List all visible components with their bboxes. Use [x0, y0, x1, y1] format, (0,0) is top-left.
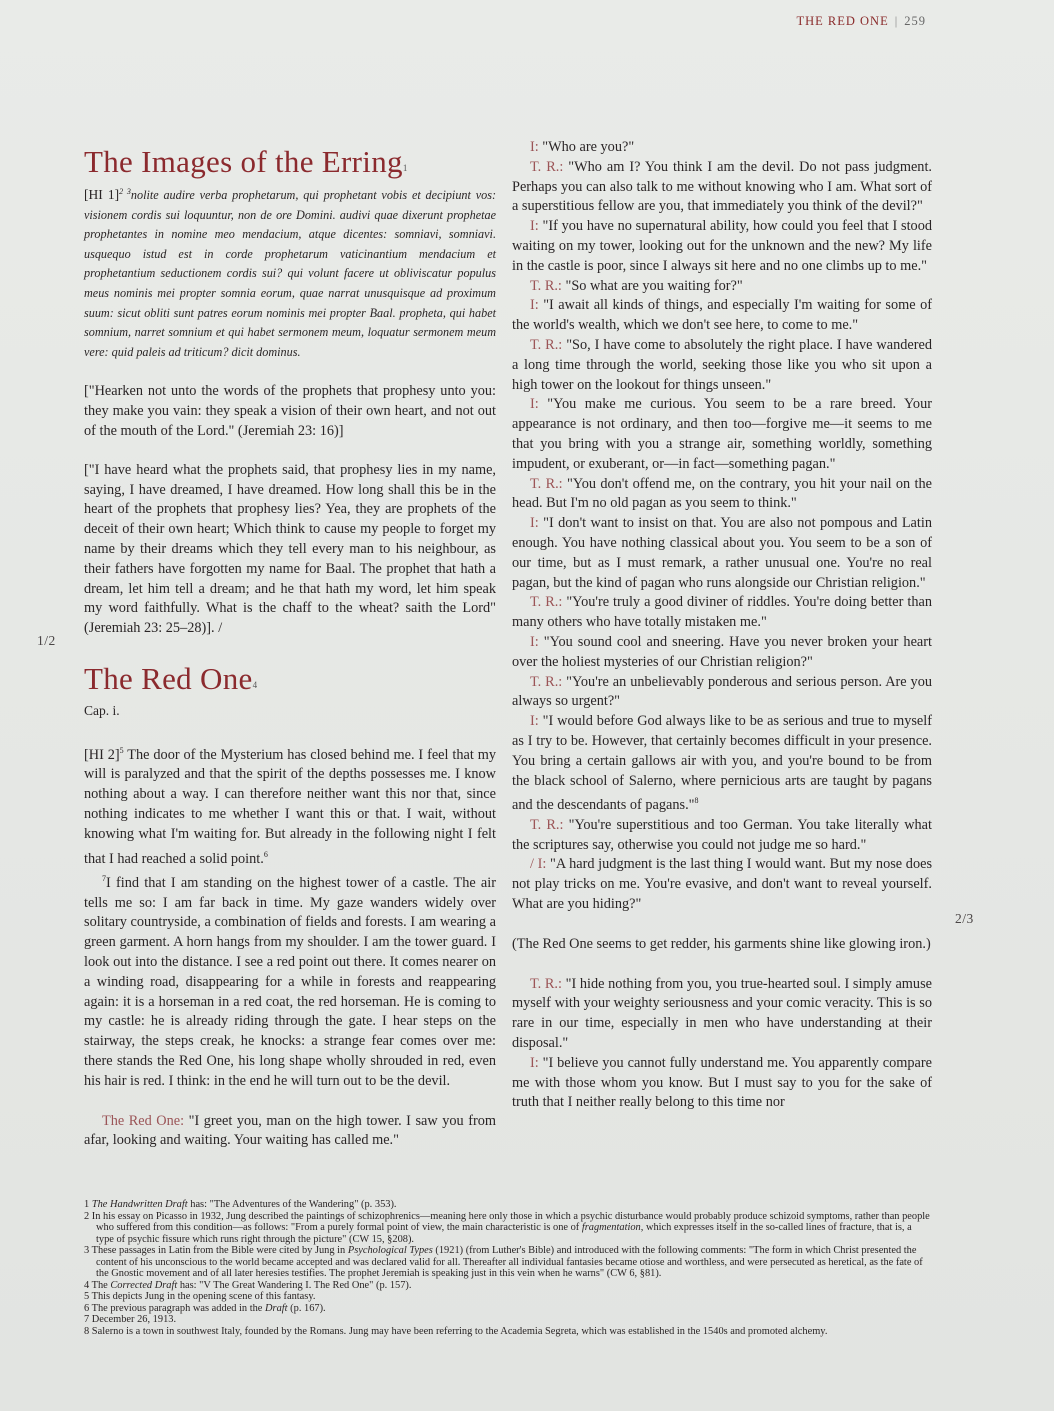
speaker-label: I: [530, 515, 539, 532]
speaker-label: / I: [530, 856, 547, 873]
dialogue-line [512, 336, 932, 395]
dialogue-text: "If you have no supernatural ability, how could you feel that I stood waiting on my tower, looking out for the unknown and the new? My life in the castle is poor, since I always sit here and no one climbs up to me." [512, 218, 932, 274]
margin-note-left: 1/2 [37, 633, 56, 648]
dialogue-line [512, 158, 932, 217]
footnote-part: This depicts Jung in the opening scene of this fantasy. [89, 1291, 316, 1302]
paragraph-mysterium: [HI 2]$^5$ The door of the Mysterium has closed behind me. I feel that my will is paralyzed and that the spirit of the depths possesses me. I know nothing about a way. I can therefore neither want this nor that, since nothing indicates to me whether I want this or that. I wait, without knowing what I'm waiting for. But already in the following night I felt that I had reached a solid point.$^6$ [84, 745, 496, 867]
footnote-part: 7 [84, 1314, 90, 1325]
speaker-label: I: [530, 396, 539, 413]
footnotes [84, 1199, 930, 1337]
stage-direction: (The Red One seems to get redder, his garments shine like glowing iron.) [512, 935, 931, 952]
footnote-part: 8 [84, 1325, 90, 1337]
footnote-5 [84, 1291, 930, 1303]
dialogue-line [512, 277, 932, 297]
dialogue-line [512, 296, 932, 336]
footnote-part: 6 [84, 1302, 90, 1314]
dialogue-text: "A hard judgment is the last thing I would want. But my nose does not play tricks on me. You're evasive, and don't want to reveal yourself. What are you hiding?" [512, 856, 933, 913]
jeremiah-quote-1: ["Hearken not unto the words of the prophets that prophesy unto you: they make you vain: they speak a vision of their own heart, and not out of the mouth of the Lord." (Jeremiah 23: 16)] [84, 383, 496, 439]
paragraph-greeting: The Red One: "I greet you, man on the high tower. I saw you from afar, looking and waiting. Your waiting has called me." [84, 1112, 496, 1149]
speaker-label: I: [530, 297, 539, 314]
dialogue-line [512, 475, 932, 515]
speaker-label: T. R.: [530, 975, 562, 992]
speaker-label: I: [530, 713, 539, 730]
speaker-label: I: [530, 139, 539, 155]
speaker-label: I: [530, 633, 539, 650]
speaker-label: T. R.: [530, 594, 563, 611]
footnote-part: 2 [84, 1210, 90, 1222]
footnote-part: has: "V The Great Wandering I. The Red One" (p. 157). [177, 1279, 412, 1291]
footnote-part: 1 [84, 1199, 90, 1210]
dialogue-text: "I hide nothing from you, you true-hearted soul. I simply amuse myself with your weighty seriousness and your comic veracity. This is so rare in our time, especially in men who have understanding at their disposal." [512, 975, 932, 1052]
footnote-ref-4: 4 [252, 679, 258, 690]
footnote-ref-8: 8 [694, 796, 699, 806]
footnote-ref-7: 7 [102, 874, 106, 884]
dialogue-text: "Who am I? You think I am the devil. Do not pass judgment. Perhaps you can also talk to me without knowing who I am. What sort of a superstitious fellow are you, that immediately you think of the devil?" [512, 158, 933, 215]
dialogue-line [512, 593, 932, 633]
dialogue-line [512, 816, 932, 856]
footnote-part: The Handwritten Draft [91, 1199, 188, 1210]
dialogue-text: "You're an unbelievably ponderous and serious person. Are you always so urgent?" [512, 673, 933, 710]
speaker-label: I: [530, 218, 539, 235]
dialogue-text: "So what are you waiting for?" [561, 277, 743, 294]
dialogue-line [512, 673, 932, 713]
footnote-part: Salerno is a town in southwest Italy, founded by the Romans. Jung may have been referring to the Academia Segreta, which was established in the 1540s and promoted alchemy. [89, 1325, 828, 1337]
speaker-label: T. R.: [530, 277, 562, 294]
latin-passage: [HI 1]$^{2 3}$nolite audire verba prophetarum, qui prophetant vobis et decipiunt vos: visionem cordis sui loquuntur, non de ore Domini. audivi quae dixerunt prophetae prophetantes in nomine meo mendacium, atque dicentes: somniavi, somniavi. usquequo istud est in corde prophetarum vaticinantium mendacium et prophetantium seductionem cordis sui? qui volunt facere ut obliviscatur populus meus nominis mei propter somnia eorum, quae narrat unusquisque ad proximum suum: sicut obliti sunt patres eorum nominis mei propter Baal. propheta, qui habet somnium, narret somnium et qui habet sermonem meum, loquatur sermonem meum vere: quid paleis ad triticum? dicit dominus. [84, 187, 496, 359]
footnote-part: In his essay on Picasso in 1932, Jung described the paintings of schizophrenics—meaning here only those in which a psychic disturbance would probably produce schizoid symptoms, rather than people who suffered from this condition—as follows: "From a purely formal point of view, the main characteristic is one of [89, 1210, 930, 1233]
speaker-label: T. R.: [530, 816, 564, 833]
chapter-heading-erring: The Images of the Erring$^1$ [84, 144, 408, 179]
footnote-3 [84, 1245, 930, 1280]
page-number: 259 [904, 14, 926, 28]
footnote-part: Corrected Draft [110, 1279, 178, 1291]
dialogue-block-1 [512, 138, 932, 915]
footnote-8 [84, 1326, 930, 1338]
dialogue-line [512, 633, 932, 673]
dialogue-text: "So, I have come to absolutely the right place. I have wandered a long time through the world, seeking those like you who sit upon a high tower on the lookout for things unseen." [512, 336, 933, 393]
footnote-part: These passages in Latin from the Bible were cited by Jung in [89, 1245, 348, 1256]
footnote-part: Psychological Types [347, 1245, 433, 1256]
footnote-part: The previous paragraph was added in the [89, 1302, 266, 1314]
footnote-part: fragmentation, [581, 1222, 644, 1233]
footnote-7 [84, 1314, 930, 1326]
footnote-2 [84, 1211, 930, 1246]
speaker-label: T. R.: [530, 673, 563, 690]
dialogue-text: "You don't offend me, on the contrary, you hit your nail on the head. But I'm no old pagan as you seem to think." [512, 475, 932, 512]
footnote-part: Draft [265, 1302, 288, 1314]
footnote-ref-1: 1 [402, 163, 408, 173]
dialogue-text: "I don't want to insist on that. You are also not pompous and Latin enough. You have nothing classical about you. You seem to be a son of our time, but as I must remark, a rather unusual one. You're no real pagan, but the kind of pagan who runs alongside our Christian religion." [512, 515, 932, 591]
footnote-ref-2-3: 2 3 [119, 187, 131, 196]
dialogue-line [512, 1054, 932, 1113]
footnote-part: (p. 167). [287, 1302, 326, 1314]
running-title: THE RED ONE [796, 14, 889, 28]
dialogue-text: "You make me curious. You seem to be a rare breed. Your appearance is not ordinary, and then too—forgive me—it seems to me that you bring with you a strange air, something worldly, something impudent, or exuberant, or—in fact—something pagan." [512, 396, 932, 472]
footnote-4 [84, 1280, 930, 1292]
dialogue-line [512, 217, 932, 276]
footnote-part: (1921) (from Luther's Bible) and introduced with the following comments: "The form in which Christ presented the content of his unconscious to the world became accepted and was declared valid for all. Thereafter all individual fantasies became otiose and worthless, and were persecuted as heretical, as the fate of the Gnostic movement and of all later heresies testifies. The prophet Jeremiah is speaking just in this vein when he warns" (CW 6, §81). [96, 1245, 923, 1279]
footnote-part: 4 [84, 1279, 90, 1291]
footnote-ref-6: 6 [263, 849, 268, 859]
footnote-part: The [89, 1279, 111, 1291]
paragraph-tower: $^7$I find that I am standing on the highest tower of a castle. The air tells me so: I am far back in time. My gaze wanders widely over solitary countryside, a combination of fields and forests. I am wearing a green garment. A horn hangs from my shoulder. I am the tower guard. I look out into the distance. I see a red point out there. It comes nearer on a winding road, disappearing for a while in forests and reappearing again: it is a horseman in a red coat, the red horseman. He is coming to my castle: he is already riding through the gate. I hear steps on the stairway, the steps creak, he knocks: a strange fear comes over me: there stands the Red One, his long shape wholly shrouded in red, even his hair is red. I think: in the end he will turn out to be the devil. [84, 874, 496, 1089]
speaker-label: The Red One: [102, 1112, 185, 1129]
margin-note-right: 2/3 [955, 911, 974, 926]
speaker-label: T. R.: [530, 336, 563, 353]
dialogue-line [512, 395, 932, 474]
footnote-ref-5: 5 [119, 745, 124, 755]
dialogue-text: "I await all kinds of things, and especially I'm waiting for some of the world's wealth, which we don't see here, to come to me." [512, 297, 932, 334]
footnote-1 [84, 1199, 930, 1211]
header-separator: | [894, 14, 899, 28]
running-header [796, 14, 926, 29]
dialogue-line [512, 975, 932, 1054]
dialogue-line [512, 855, 932, 914]
footnote-part: December 26, 1913. [89, 1314, 177, 1325]
dialogue-text: "You're truly a good diviner of riddles. You're doing better than many others who have totally mistaken me." [512, 594, 932, 631]
footnote-part: has: "The Adventures of the Wandering" (p. 353). [187, 1199, 397, 1210]
dialogue-block-2 [512, 975, 932, 1114]
speaker-label: I: [530, 1054, 539, 1071]
footnote-part: which expresses itself in the so-called lines of fracture, that is, a type of psychic fissure which runs right through the picture" (CW 15, §208). [96, 1222, 912, 1245]
footnote-part: 5 [84, 1291, 90, 1302]
jeremiah-quote-2: ["I have heard what the prophets said, that prophesy lies in my name, saying, I have dreamed, I have dreamed. How long shall this be in the heart of the prophets that prophesy lies? Yea, they are prophets of the deceit of their own heart; Which think to cause my people to forget my name by their dreams which they tell every man to his neighbour, as their fathers have forgotten my name for Baal. The prophet that hath a dream, let him tell a dream; and he that hath my word, let him speak my word faithfully. What is the chaff to the wheat? saith the Lord" (Jeremiah 23: 25–28)]. / [84, 461, 496, 637]
speaker-label: T. R.: [530, 475, 563, 492]
dialogue-text: "You sound cool and sneering. Have you never broken your heart over the holiest mysteries of our Christian religion?" [512, 633, 932, 670]
dialogue-line [512, 712, 932, 816]
dialogue-text: "I believe you cannot fully understand me. You apparently compare me with those whom you know. But I must say to you for the sake of truth that I neither really belong to this time nor [512, 1054, 932, 1111]
footnote-part: 3 [84, 1245, 90, 1256]
dialogue-text: "Who are you?" [538, 139, 635, 155]
footnote-6 [84, 1303, 930, 1315]
chapter-cap: Cap. i. [84, 702, 120, 718]
left-column [84, 142, 496, 1151]
dialogue-text: "You're superstitious and too German. You take literally what the scriptures say, otherwise you could not judge me so hard." [512, 816, 933, 853]
right-column [512, 138, 932, 1113]
dialogue-text: "I would before God always like to be as serious and true to myself as I try to be. However, that certainly becomes difficult in your presence. You bring a certain gallows air with you, and you're bound to be from the black school of Salerno, where pernicious arts are taught by pagans and the descendants of pagans." [512, 713, 932, 814]
speaker-label: T. R.: [530, 158, 564, 175]
chapter-heading-red-one: The Red One$^4$ [84, 660, 258, 696]
dialogue-line [512, 138, 932, 158]
dialogue-line [512, 514, 932, 593]
